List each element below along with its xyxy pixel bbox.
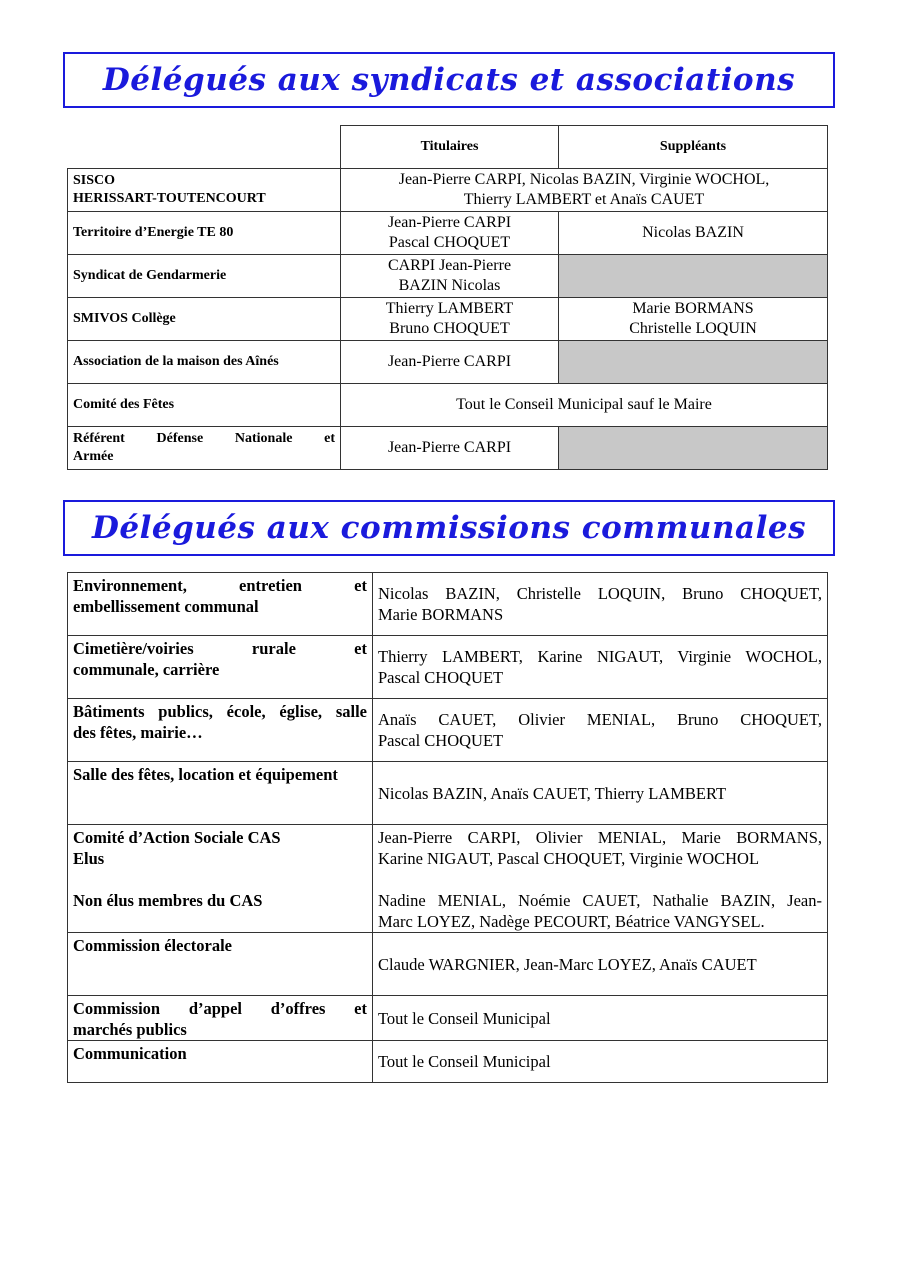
row-value xyxy=(373,636,828,699)
table-row xyxy=(68,933,828,996)
value-line: Jean-Pierre CARPI, Olivier MENIAL, Marie BORMANS, xyxy=(378,828,822,847)
row-label xyxy=(68,169,341,212)
row-label: Syndicat de Gendarmerie xyxy=(68,255,341,298)
value-line: Pascal CHOQUET xyxy=(388,234,511,251)
value-line: Marc LOYEZ, Nadège PECOURT, Béatrice VANGYSEL. xyxy=(378,912,765,931)
label-line: communale, carrière xyxy=(73,660,220,679)
value-line: Nadine MENIAL, Noémie CAUET, Nathalie BAZIN, Jean- xyxy=(378,891,822,910)
label-line: Armée xyxy=(73,449,114,464)
value-line: Thierry LAMBERT et Anaïs CAUET xyxy=(463,191,705,208)
header-empty-cell xyxy=(68,126,341,169)
label-line: des fêtes, mairie… xyxy=(73,723,203,742)
syndicats-table xyxy=(67,125,828,470)
row-label: Association de la maison des Aînés xyxy=(68,341,341,384)
row-label: Territoire d’Energie TE 80 xyxy=(68,212,341,255)
table-row xyxy=(68,996,828,1041)
suppleants-cell: Nicolas BAZIN xyxy=(559,212,828,255)
row-value xyxy=(373,825,828,933)
row-label xyxy=(68,636,373,699)
row-value xyxy=(373,573,828,636)
label-line: HERISSART-TOUTENCOURT xyxy=(73,191,266,206)
row-label xyxy=(68,427,341,470)
row-value: Claude WARGNIER, Jean-Marc LOYEZ, Anaïs CAUET xyxy=(373,933,828,996)
merged-cell: Tout le Conseil Municipal sauf le Maire xyxy=(341,384,828,427)
label-line: SISCO xyxy=(73,173,116,188)
value-line: Christelle LOQUIN xyxy=(629,320,757,337)
value-line: Marie BORMANS xyxy=(632,300,754,317)
value-line: BAZIN Nicolas xyxy=(398,277,501,294)
label-line: Référent Défense Nationale et xyxy=(73,431,335,446)
titulaires-cell: Jean-Pierre CARPI xyxy=(341,427,559,470)
table-row xyxy=(68,212,828,255)
label-line: Cimetière/voiries rurale et xyxy=(73,639,367,658)
row-label: Comité des Fêtes xyxy=(68,384,341,427)
table-row xyxy=(68,384,828,427)
merged-cell xyxy=(341,169,828,212)
label-line: Bâtiments publics, école, église, salle xyxy=(73,702,367,721)
row-label xyxy=(68,996,373,1041)
table-row xyxy=(68,169,828,212)
table-row xyxy=(68,762,828,825)
row-label xyxy=(68,573,373,636)
titulaires-cell xyxy=(341,212,559,255)
label-line: Elus xyxy=(73,849,105,868)
row-label xyxy=(68,825,373,933)
table-row xyxy=(68,427,828,470)
table-row xyxy=(68,255,828,298)
value-line: Thierry LAMBERT, Karine NIGAUT, Virginie WOCHOL, xyxy=(378,647,822,666)
section-title-box-syndicats xyxy=(63,52,835,108)
value-line: Marie BORMANS xyxy=(378,605,504,624)
value-line: Pascal CHOQUET xyxy=(378,731,504,750)
table-row xyxy=(68,636,828,699)
suppleants-cell-empty xyxy=(559,255,828,298)
header-titulaires: Titulaires xyxy=(341,126,559,169)
value-line: CARPI Jean-Pierre xyxy=(387,257,512,274)
commissions-table xyxy=(67,572,828,1083)
table-row xyxy=(68,699,828,762)
row-label: Communication xyxy=(68,1041,373,1083)
label-line: Environnement, entretien et xyxy=(73,576,367,595)
label-line: marchés publics xyxy=(73,1020,187,1039)
label-line: Non élus membres du CAS xyxy=(73,891,263,910)
value-line: Anaïs CAUET, Olivier MENIAL, Bruno CHOQUET, xyxy=(378,710,822,729)
row-value: Tout le Conseil Municipal xyxy=(373,1041,828,1083)
table-header-row xyxy=(68,126,828,169)
value-line: Pascal CHOQUET xyxy=(378,668,504,687)
header-suppleants: Suppléants xyxy=(559,126,828,169)
value-line: Jean-Pierre CARPI xyxy=(387,214,512,231)
section-title-syndicats: Délégués aux syndicats et associations xyxy=(102,62,796,98)
suppleants-cell xyxy=(559,298,828,341)
row-value: Nicolas BAZIN, Anaïs CAUET, Thierry LAMBERT xyxy=(373,762,828,825)
table-row xyxy=(68,573,828,636)
table-row xyxy=(68,341,828,384)
row-label: Commission électorale xyxy=(68,933,373,996)
titulaires-cell xyxy=(341,298,559,341)
section-title-commissions: Délégués aux commissions communales xyxy=(91,510,807,546)
titulaires-cell: Jean-Pierre CARPI xyxy=(341,341,559,384)
label-line: Comité d’Action Sociale CAS xyxy=(73,828,281,847)
row-label: SMIVOS Collège xyxy=(68,298,341,341)
value-line: Jean-Pierre CARPI, Nicolas BAZIN, Virginie WOCHOL, xyxy=(398,171,770,188)
suppleants-cell-empty xyxy=(559,427,828,470)
value-line: Nicolas BAZIN, Christelle LOQUIN, Bruno CHOQUET, xyxy=(378,584,822,603)
titulaires-cell xyxy=(341,255,559,298)
table-row xyxy=(68,825,828,933)
row-value: Tout le Conseil Municipal xyxy=(373,996,828,1041)
value-line: Karine NIGAUT, Pascal CHOQUET, Virginie WOCHOL xyxy=(378,849,760,868)
label-line: embellissement communal xyxy=(73,597,259,616)
table-row xyxy=(68,1041,828,1083)
suppleants-cell-empty xyxy=(559,341,828,384)
value-line: Thierry LAMBERT xyxy=(385,300,514,317)
value-line: Bruno CHOQUET xyxy=(389,320,510,337)
row-value xyxy=(373,699,828,762)
row-label xyxy=(68,699,373,762)
label-line: Commission d’appel d’offres et xyxy=(73,999,367,1018)
table-row xyxy=(68,298,828,341)
row-label: Salle des fêtes, location et équipement xyxy=(68,762,373,825)
section-title-box-commissions xyxy=(63,500,835,556)
